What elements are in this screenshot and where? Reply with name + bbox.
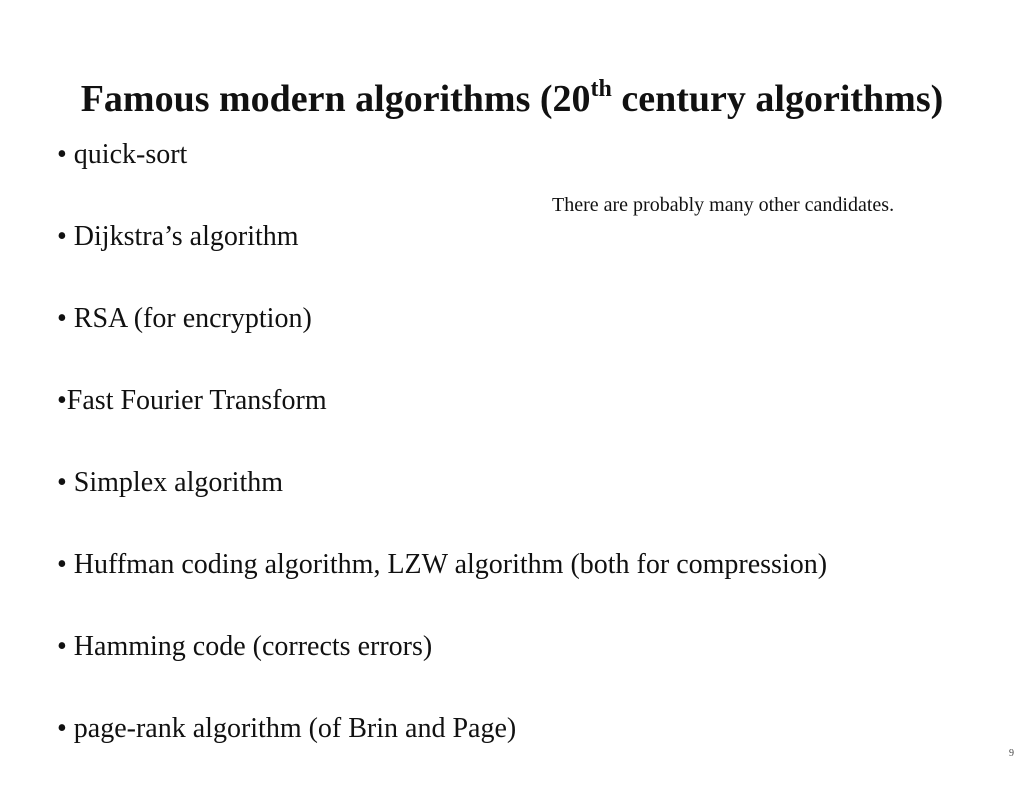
algorithm-list-item: • Huffman coding algorithm, LZW algorithm (both for compression) (57, 549, 828, 580)
algorithm-list-item: •Fast Fourier Transform (57, 385, 327, 416)
algorithm-list-item: • RSA (for encryption) (57, 303, 312, 334)
algorithm-list-item: • quick-sort (57, 139, 188, 170)
slide-title (0, 73, 1024, 125)
algorithm-list-item: • page-rank algorithm (of Brin and Page) (57, 713, 517, 744)
slide-page-number: 9 (1009, 748, 1014, 759)
candidate-note: There are probably many other candidates. (552, 194, 895, 216)
algorithm-list-item: • Simplex algorithm (57, 467, 284, 498)
slide-title-suffix: century algorithms) (611, 78, 944, 121)
slide-title-superscript: th (590, 76, 612, 103)
algorithm-list-item: • Hamming code (corrects errors) (57, 631, 433, 662)
slide-title-prefix: Famous modern algorithms (20 (80, 78, 591, 121)
algorithm-list-item: • Dijkstra’s algorithm (57, 221, 299, 252)
algorithm-list (57, 133, 827, 789)
